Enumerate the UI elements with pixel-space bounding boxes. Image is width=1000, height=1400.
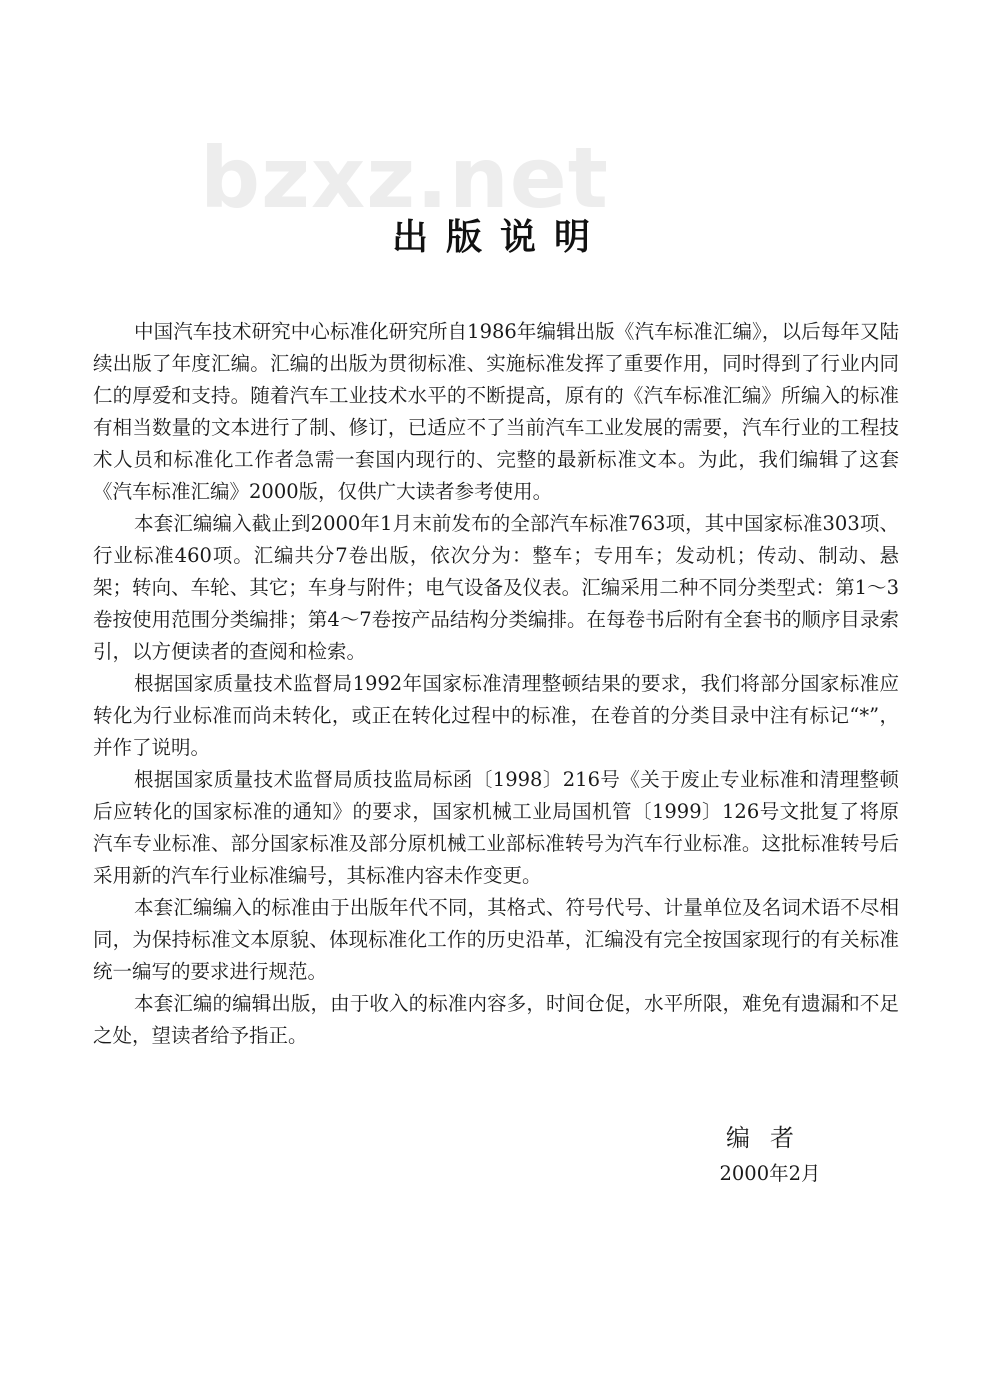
paragraph-1: 中国汽车技术研究中心标准化研究所自1986年编辑出版《汽车标准汇编》，以后每年又陆续出版了年度汇编。汇编的出版为贯彻标准、实施标准发挥了重要作用，同时得到了行业内同仁的厚爱和支持。随着汽车工业技术水平的不断提高，原有的《汽车标准汇编》所编入的标准有相当数量的文本进行了制、修订，已适应不了当前汽车工业发展的需要，汽车行业的工程技术人员和标准化工作者急需一套国内现行的、完整的最新标准文本。为此，我们编辑了这套《汽车标准汇编》2000版，仅供广大读者参考使用。 (93, 320, 899, 503)
paragraph-2: 本套汇编编入截止到2000年1月末前发布的全部汽车标准763项，其中国家标准303项、行业标准460项。汇编共分7卷出版，依次分为：整车；专用车；发动机；传动、制动、悬架；转向、车轮、其它；车身与附件；电气设备及仪表。汇编采用二种不同分类型式：第1～3卷按使用范围分类编排；第4～7卷按产品结构分类编排。在每卷书后附有全套书的顺序目录索引，以方便读者的查阅和检索。 (93, 512, 899, 663)
paragraph-3: 根据国家质量技术监督局1992年国家标准清理整顿结果的要求，我们将部分国家标准应转化为行业标准而尚未转化，或正在转化过程中的标准，在卷首的分类目录中注有标记“*”，并作了说明。 (93, 672, 899, 759)
paragraph-5: 本套汇编编入的标准由于出版年代不同，其格式、符号代号、计量单位及名词术语不尽相同，为保持标准文本原貌、体现标准化工作的历史沿革，汇编没有完全按国家现行的有关标准统一编写的要求进行规范。 (93, 896, 899, 983)
signature-name: 编者 (726, 1124, 814, 1152)
page-title: 出版说明 (391, 216, 608, 258)
paragraph-4: 根据国家质量技术监督局质技监局标函〔1998〕216号《关于废止专业标准和清理整顿后应转化的国家标准的通知》的要求，国家机械工业局国机管〔1999〕126号文批复了将原汽车专业标准、部分国家标准及部分原机械工业部标准转号为汽车行业标准。这批标准转号后采用新的汽车行业标准编号，其标准内容未作变更。 (93, 768, 899, 887)
signature-block (700, 1120, 840, 1192)
paragraph-6: 本套汇编的编辑出版，由于收入的标准内容多，时间仓促，水平所限，难免有遗漏和不足之处，望读者给予指正。 (93, 992, 899, 1047)
signature-date: 2000年2月 (719, 1162, 821, 1185)
watermark: bzxz.net (200, 129, 609, 227)
body-text (93, 316, 899, 1052)
